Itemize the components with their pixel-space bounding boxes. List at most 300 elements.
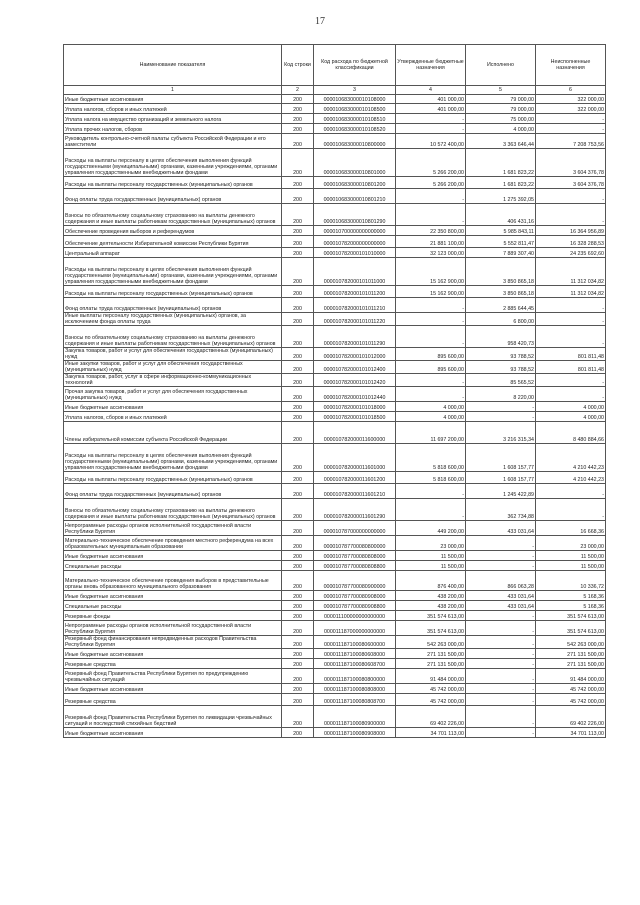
row-executed: 1 681 823,22 — [466, 149, 536, 177]
row-name: Материально-техническое обеспечение проведения выборов в представительные органы вновь образованного муниципального образования — [64, 571, 282, 591]
row-line-code: 200 — [282, 684, 314, 694]
row-name: Специальные расходы — [64, 561, 282, 571]
row-approved: 271 131 500,00 — [396, 659, 466, 669]
row-name: Фонд оплаты труда государственных (муниципальных) органов — [64, 189, 282, 204]
row-approved: 449 200,00 — [396, 521, 466, 536]
row-line-code: 200 — [282, 387, 314, 402]
table-row — [64, 177, 606, 189]
row-budget-code: 000010782000101012420 — [314, 374, 396, 387]
row-executed: 866 063,28 — [466, 571, 536, 591]
row-approved: - — [396, 484, 466, 499]
row-approved: 542 263 000,00 — [396, 636, 466, 649]
table-row — [64, 621, 606, 636]
row-approved: 895 600,00 — [396, 361, 466, 374]
row-approved: 32 123 000,00 — [396, 248, 466, 258]
row-budget-code: 000010683000010108500 — [314, 104, 396, 114]
table-row — [64, 248, 606, 258]
row-unexecuted: - — [536, 204, 606, 226]
row-line-code: 200 — [282, 124, 314, 134]
row-approved: 876 400,00 — [396, 571, 466, 591]
row-executed: - — [466, 659, 536, 669]
row-line-code: 200 — [282, 669, 314, 684]
row-name: Материально-техническое обеспечение проведения местного референдума на всех образовательных муниципальным образовании — [64, 536, 282, 551]
row-budget-code: 000011187100080800000 — [314, 669, 396, 684]
row-executed: - — [466, 649, 536, 659]
table-row — [64, 591, 606, 601]
table-row — [64, 114, 606, 124]
row-approved: 351 574 613,00 — [396, 611, 466, 621]
row-unexecuted: 91 484 000,00 — [536, 669, 606, 684]
row-line-code: 200 — [282, 204, 314, 226]
row-line-code: 200 — [282, 95, 314, 104]
row-unexecuted: - — [536, 484, 606, 499]
row-budget-code: 000010683000010801290 — [314, 204, 396, 226]
row-line-code: 200 — [282, 286, 314, 298]
row-unexecuted: 16 364 956,89 — [536, 226, 606, 236]
row-name: Прочая закупка товаров, работ и услуг для обеспечения государственных (муниципальных) нужд — [64, 387, 282, 402]
row-executed: - — [466, 621, 536, 636]
column-number: 6 — [536, 86, 606, 95]
row-line-code: 200 — [282, 728, 314, 738]
row-unexecuted: - — [536, 313, 606, 326]
row-line-code: 200 — [282, 472, 314, 484]
row-approved: 438 200,00 — [396, 591, 466, 601]
table-row — [64, 189, 606, 204]
row-executed: 79 000,00 — [466, 95, 536, 104]
table-row — [64, 374, 606, 387]
table-row — [64, 204, 606, 226]
row-unexecuted: 801 811,48 — [536, 361, 606, 374]
row-line-code: 200 — [282, 649, 314, 659]
row-line-code: 200 — [282, 177, 314, 189]
row-name: Непрограммные расходы органов исполнительной государственной власти Республики Бурятия — [64, 621, 282, 636]
row-line-code: 200 — [282, 114, 314, 124]
table-row — [64, 149, 606, 177]
row-line-code: 200 — [282, 134, 314, 149]
table-row — [64, 484, 606, 499]
row-line-code: 200 — [282, 361, 314, 374]
row-unexecuted: - — [536, 298, 606, 313]
row-approved: - — [396, 114, 466, 124]
table-row — [64, 348, 606, 361]
row-name: Обеспечение проведения выборов и референдумов — [64, 226, 282, 236]
row-approved: 91 484 000,00 — [396, 669, 466, 684]
row-unexecuted: 45 742 000,00 — [536, 694, 606, 706]
row-unexecuted: 24 235 692,60 — [536, 248, 606, 258]
row-line-code: 200 — [282, 258, 314, 286]
row-name: Иные бюджетные ассигнования — [64, 649, 282, 659]
row-budget-code: 000010782000101011220 — [314, 313, 396, 326]
row-unexecuted: - — [536, 114, 606, 124]
row-approved: - — [396, 189, 466, 204]
row-line-code: 200 — [282, 248, 314, 258]
row-approved: - — [396, 298, 466, 313]
row-approved: 45 742 000,00 — [396, 684, 466, 694]
table-row — [64, 236, 606, 248]
row-approved: 4 000,00 — [396, 402, 466, 412]
header-executed: Исполнено — [466, 45, 536, 86]
row-unexecuted: 3 604 376,78 — [536, 149, 606, 177]
table-row — [64, 636, 606, 649]
row-approved: 438 200,00 — [396, 601, 466, 611]
row-unexecuted: 322 000,00 — [536, 104, 606, 114]
page-number: 17 — [315, 16, 325, 27]
row-name: Иные выплаты персоналу государственных (муниципальных) органов, за исключением фонда оплаты труда — [64, 313, 282, 326]
row-unexecuted: 23 000,00 — [536, 536, 606, 551]
table-row — [64, 286, 606, 298]
row-name: Резервный фонд финансирования непредвиденных расходов Правительства Республики Бурятия — [64, 636, 282, 649]
row-line-code: 200 — [282, 348, 314, 361]
row-approved: 11 500,00 — [396, 551, 466, 561]
row-unexecuted: 11 312 034,82 — [536, 258, 606, 286]
table-row — [64, 95, 606, 104]
row-executed: 75 000,00 — [466, 114, 536, 124]
row-approved: 34 701 113,00 — [396, 728, 466, 738]
column-numbers-row — [64, 86, 606, 95]
table-row — [64, 571, 606, 591]
row-executed: 85 565,52 — [466, 374, 536, 387]
row-budget-code: 000010683000010108520 — [314, 124, 396, 134]
table-row — [64, 649, 606, 659]
row-approved: - — [396, 387, 466, 402]
row-budget-code: 000010683000010108510 — [314, 114, 396, 124]
row-unexecuted: - — [536, 189, 606, 204]
row-line-code: 200 — [282, 706, 314, 728]
row-name: Взносы по обязательному социальному страхованию на выплаты денежного содержания и иные выплаты работникам государственных (муниципальных) органов — [64, 204, 282, 226]
row-unexecuted: 16 668,36 — [536, 521, 606, 536]
row-budget-code: 000010782000011601200 — [314, 472, 396, 484]
row-line-code: 200 — [282, 189, 314, 204]
row-unexecuted: 542 263 000,00 — [536, 636, 606, 649]
row-executed: 1 608 157,77 — [466, 472, 536, 484]
header-approved: Утвержденные бюджетные назначения — [396, 45, 466, 86]
row-unexecuted: 7 208 753,56 — [536, 134, 606, 149]
row-approved: 4 000,00 — [396, 412, 466, 422]
row-executed: 362 734,88 — [466, 499, 536, 521]
row-unexecuted: 271 131 500,00 — [536, 649, 606, 659]
row-line-code: 200 — [282, 591, 314, 601]
row-executed: - — [466, 728, 536, 738]
row-approved: 5 266 200,00 — [396, 149, 466, 177]
row-approved: 21 881 100,00 — [396, 236, 466, 248]
row-line-code: 200 — [282, 521, 314, 536]
row-budget-code: 000010787700080908800 — [314, 601, 396, 611]
row-executed: 4 000,00 — [466, 124, 536, 134]
column-number: 4 — [396, 86, 466, 95]
row-executed: 2 885 644,45 — [466, 298, 536, 313]
row-name: Руководитель контрольно-счетной палаты субъекта Российской Федерации и его заместители — [64, 134, 282, 149]
row-budget-code: 000010782000011601290 — [314, 499, 396, 521]
row-budget-code: 000010782000101018000 — [314, 402, 396, 412]
row-approved: 11 500,00 — [396, 561, 466, 571]
row-approved: 401 000,00 — [396, 95, 466, 104]
table-row — [64, 561, 606, 571]
header-budget-code: Код расхода по бюджетной классификации — [314, 45, 396, 86]
row-executed: 1 275 392,05 — [466, 189, 536, 204]
row-name: Расходы на выплаты персоналу в целях обеспечения выполнения функций государственными (муниципальными) органами, казенными учреждениями, органами управления государственными внебюджетными фондами — [64, 444, 282, 472]
row-approved: 10 572 400,00 — [396, 134, 466, 149]
row-budget-code: 000010683000010108000 — [314, 95, 396, 104]
table-row — [64, 124, 606, 134]
row-line-code: 200 — [282, 551, 314, 561]
row-line-code: 200 — [282, 412, 314, 422]
row-unexecuted: 4 210 442,23 — [536, 472, 606, 484]
table-row — [64, 422, 606, 444]
row-name: Расходы на выплаты персоналу государственных (муниципальных) органов — [64, 472, 282, 484]
row-name: Уплата налогов, сборов и иных платежей — [64, 104, 282, 114]
row-name: Расходы на выплаты персоналу в целях обеспечения выполнения функций государственными (муниципальными) органами, казенными учреждениями, органами управления государственными внебюджетными фондами — [64, 258, 282, 286]
row-budget-code: 000011187100080608700 — [314, 659, 396, 669]
table-row — [64, 104, 606, 114]
row-approved: 895 600,00 — [396, 348, 466, 361]
row-budget-code: 000010782000101011210 — [314, 298, 396, 313]
row-unexecuted: 801 811,48 — [536, 348, 606, 361]
row-name: Иные бюджетные ассигнования — [64, 728, 282, 738]
row-unexecuted: - — [536, 326, 606, 348]
row-executed: 433 031,64 — [466, 601, 536, 611]
row-name: Иные бюджетные ассигнования — [64, 551, 282, 561]
row-unexecuted: 3 604 376,78 — [536, 177, 606, 189]
row-name: Обеспечение деятельности Избирательной комиссии Республики Бурятия — [64, 236, 282, 248]
row-approved: 23 000,00 — [396, 536, 466, 551]
row-budget-code: 000011187100080608000 — [314, 649, 396, 659]
table-row — [64, 694, 606, 706]
row-line-code: 200 — [282, 326, 314, 348]
row-budget-code: 000010787700080808800 — [314, 561, 396, 571]
row-approved: 45 742 000,00 — [396, 694, 466, 706]
row-unexecuted: 351 574 613,00 — [536, 611, 606, 621]
table-row — [64, 258, 606, 286]
row-approved: 5 818 600,00 — [396, 444, 466, 472]
table-row — [64, 684, 606, 694]
row-executed: 8 220,00 — [466, 387, 536, 402]
row-budget-code: 000010782000011601210 — [314, 484, 396, 499]
row-executed: 1 681 823,22 — [466, 177, 536, 189]
row-unexecuted: 69 402 226,00 — [536, 706, 606, 728]
table-row — [64, 499, 606, 521]
row-budget-code: 000011187100080900000 — [314, 706, 396, 728]
row-approved: 401 000,00 — [396, 104, 466, 114]
table-row — [64, 706, 606, 728]
table-row — [64, 402, 606, 412]
row-approved: 5 818 600,00 — [396, 472, 466, 484]
row-budget-code: 000011187100080908000 — [314, 728, 396, 738]
row-name: Закупка товаров, работ и услуг для обеспечения государственных (муниципальных) нужд — [64, 348, 282, 361]
table-row — [64, 601, 606, 611]
row-unexecuted: - — [536, 124, 606, 134]
row-approved: 11 697 200,00 — [396, 422, 466, 444]
table-header-row — [64, 45, 606, 86]
row-approved: 5 266 200,00 — [396, 177, 466, 189]
row-line-code: 200 — [282, 374, 314, 387]
row-unexecuted: - — [536, 499, 606, 521]
table-row — [64, 611, 606, 621]
table-row — [64, 521, 606, 536]
row-unexecuted: 322 000,00 — [536, 95, 606, 104]
row-budget-code: 000011187100080600000 — [314, 636, 396, 649]
table-row — [64, 551, 606, 561]
row-name: Члены избирательной комиссии субъекта Российской Федерации — [64, 422, 282, 444]
row-unexecuted: 4 210 442,23 — [536, 444, 606, 472]
row-name: Иные бюджетные ассигнования — [64, 402, 282, 412]
row-executed: 93 788,52 — [466, 348, 536, 361]
row-approved: 69 402 226,00 — [396, 706, 466, 728]
row-budget-code: 000010787700080808000 — [314, 551, 396, 561]
row-line-code: 200 — [282, 694, 314, 706]
row-approved: - — [396, 374, 466, 387]
table-row — [64, 412, 606, 422]
row-name: Расходы на выплаты персоналу в целях обеспечения выполнения функций государственными (муниципальными) органами, казенными учреждениями, органами управления государственными внебюджетными фондами — [64, 149, 282, 177]
row-budget-code: 000010782000101018500 — [314, 412, 396, 422]
row-approved: 22 350 800,00 — [396, 226, 466, 236]
row-unexecuted: 45 742 000,00 — [536, 684, 606, 694]
table-row — [64, 669, 606, 684]
row-approved: - — [396, 326, 466, 348]
row-unexecuted: 271 131 500,00 — [536, 659, 606, 669]
table-body — [64, 95, 606, 738]
row-executed: - — [466, 412, 536, 422]
table-row — [64, 361, 606, 374]
table-row — [64, 659, 606, 669]
row-line-code: 200 — [282, 621, 314, 636]
row-unexecuted: 5 168,36 — [536, 601, 606, 611]
row-name: Уплата налогов, сборов и иных платежей — [64, 412, 282, 422]
row-executed: - — [466, 551, 536, 561]
row-executed: - — [466, 669, 536, 684]
row-unexecuted: 4 000,00 — [536, 412, 606, 422]
table-row — [64, 536, 606, 551]
row-budget-code: 000010683000010800000 — [314, 134, 396, 149]
row-approved: - — [396, 499, 466, 521]
row-budget-code: 000010782000101010000 — [314, 248, 396, 258]
row-line-code: 200 — [282, 536, 314, 551]
row-executed: 958 420,73 — [466, 326, 536, 348]
row-line-code: 200 — [282, 422, 314, 444]
row-budget-code: 000010683000010801000 — [314, 149, 396, 177]
row-executed: - — [466, 636, 536, 649]
header-line-code: Код строки — [282, 45, 314, 86]
row-approved: - — [396, 204, 466, 226]
row-name: Иные бюджетные ассигнования — [64, 591, 282, 601]
row-approved: 351 574 613,00 — [396, 621, 466, 636]
row-budget-code: 000010782000000000000 — [314, 236, 396, 248]
table-row — [64, 472, 606, 484]
row-unexecuted: 11 500,00 — [536, 561, 606, 571]
table-row — [64, 728, 606, 738]
row-budget-code: 000011187100080808000 — [314, 684, 396, 694]
row-budget-code: 000010787700080800000 — [314, 536, 396, 551]
row-executed: - — [466, 706, 536, 728]
row-executed: 3 850 865,18 — [466, 286, 536, 298]
row-unexecuted: 34 701 113,00 — [536, 728, 606, 738]
row-executed: 1 245 422,89 — [466, 484, 536, 499]
row-line-code: 200 — [282, 236, 314, 248]
row-executed: 79 000,00 — [466, 104, 536, 114]
row-unexecuted: - — [536, 387, 606, 402]
row-executed: 3 363 646,44 — [466, 134, 536, 149]
row-budget-code: 000010782000011601000 — [314, 444, 396, 472]
row-line-code: 200 — [282, 611, 314, 621]
row-name: Иные бюджетные ассигнования — [64, 684, 282, 694]
row-executed: - — [466, 402, 536, 412]
row-unexecuted: 11 312 034,82 — [536, 286, 606, 298]
row-budget-code: 000011187100080808700 — [314, 694, 396, 706]
row-name: Фонд оплаты труда государственных (муниципальных) органов — [64, 484, 282, 499]
row-executed: 433 031,64 — [466, 521, 536, 536]
row-budget-code: 000010683000010801210 — [314, 189, 396, 204]
row-budget-code: 000010782000101012400 — [314, 361, 396, 374]
row-unexecuted: 5 168,36 — [536, 591, 606, 601]
row-executed: 406 431,16 — [466, 204, 536, 226]
row-approved: - — [396, 313, 466, 326]
row-name: Резервный фонд Правительства Республики Бурятия по предупреждению чрезвычайных ситуаций — [64, 669, 282, 684]
row-name: Расходы на выплаты персоналу государственных (муниципальных) органов — [64, 177, 282, 189]
column-number: 2 — [282, 86, 314, 95]
table-row — [64, 226, 606, 236]
row-budget-code: 000010787700080908000 — [314, 591, 396, 601]
column-number: 3 — [314, 86, 396, 95]
row-unexecuted: 8 480 884,66 — [536, 422, 606, 444]
row-unexecuted: - — [536, 374, 606, 387]
row-line-code: 200 — [282, 149, 314, 177]
row-executed: 7 889 307,40 — [466, 248, 536, 258]
row-budget-code: 000010782000011600000 — [314, 422, 396, 444]
row-budget-code: 000010787000000000000 — [314, 521, 396, 536]
row-executed: 3 850 865,18 — [466, 258, 536, 286]
table-row — [64, 313, 606, 326]
row-line-code: 200 — [282, 499, 314, 521]
row-name: Уплата прочих налогов, сборов — [64, 124, 282, 134]
row-name: Закупка товаров, работ, услуг в сфере информационно-коммуникационных технологий — [64, 374, 282, 387]
row-budget-code: 000010787700080900000 — [314, 571, 396, 591]
row-unexecuted: 16 328 288,53 — [536, 236, 606, 248]
row-budget-code: 000010782000101012000 — [314, 348, 396, 361]
row-budget-code: 000010683000010801200 — [314, 177, 396, 189]
column-number: 5 — [466, 86, 536, 95]
row-name: Резервные средства — [64, 659, 282, 669]
row-executed: 5 552 811,47 — [466, 236, 536, 248]
table-row — [64, 326, 606, 348]
row-budget-code: 000011100000000000000 — [314, 611, 396, 621]
row-unexecuted: 10 336,72 — [536, 571, 606, 591]
row-line-code: 200 — [282, 484, 314, 499]
row-approved: 15 162 900,00 — [396, 258, 466, 286]
row-name: Уплата налога на имущество организаций и земельного налога — [64, 114, 282, 124]
row-executed: - — [466, 684, 536, 694]
row-approved: 15 162 900,00 — [396, 286, 466, 298]
row-line-code: 200 — [282, 402, 314, 412]
row-executed: - — [466, 611, 536, 621]
row-approved: - — [396, 124, 466, 134]
row-line-code: 200 — [282, 298, 314, 313]
row-executed: 1 608 157,77 — [466, 444, 536, 472]
row-executed: - — [466, 536, 536, 551]
header-indicator-name: Наименование показателя — [64, 45, 282, 86]
row-executed: - — [466, 694, 536, 706]
row-approved: 271 131 500,00 — [396, 649, 466, 659]
row-name: Специальные расходы — [64, 601, 282, 611]
row-unexecuted: 11 500,00 — [536, 551, 606, 561]
row-name: Резервный фонд Правительства Республики Бурятия по ликвидации чрезвычайных ситуаций и последствий стихийных бедствий — [64, 706, 282, 728]
row-line-code: 200 — [282, 659, 314, 669]
row-line-code: 200 — [282, 636, 314, 649]
row-unexecuted: 4 000,00 — [536, 402, 606, 412]
row-name: Центральный аппарат — [64, 248, 282, 258]
row-budget-code: 000010782000101011000 — [314, 258, 396, 286]
row-line-code: 200 — [282, 226, 314, 236]
row-executed: 3 216 315,34 — [466, 422, 536, 444]
column-number: 1 — [64, 86, 282, 95]
